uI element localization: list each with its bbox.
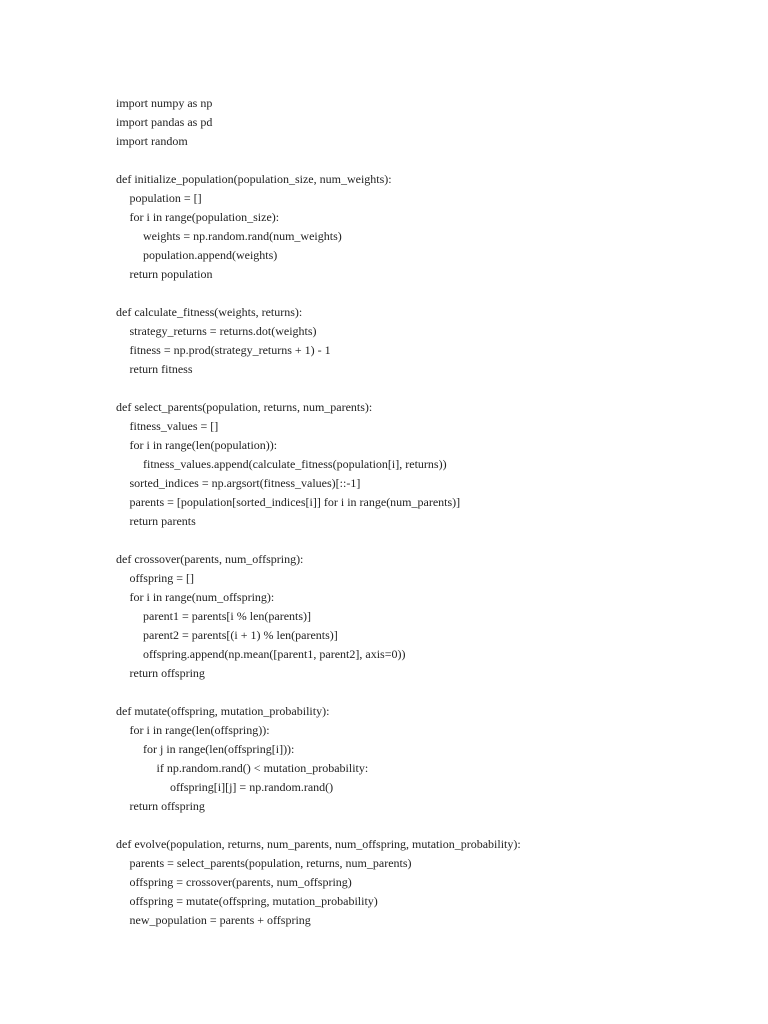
code-line: return offspring (129, 799, 205, 813)
code-line: for i in range(num_offspring): (129, 590, 275, 604)
code-line: offspring = crossover(parents, num_offspring) (129, 875, 352, 889)
code-line: weights = np.random.rand(num_weights) (143, 229, 342, 243)
code-line: fitness = np.prod(strategy_returns + 1) - 1 (129, 343, 331, 357)
code-line: strategy_returns = returns.dot(weights) (129, 324, 317, 338)
blank-line (116, 531, 736, 550)
blank-line (116, 151, 736, 170)
code-line: def calculate_fitness(weights, returns): (116, 305, 303, 319)
code-line: import pandas as pd (116, 115, 213, 129)
code-line: if np.random.rand() < mutation_probability: (156, 761, 369, 775)
code-line: def initialize_population(population_size, num_weights): (116, 172, 392, 186)
blank-line (116, 284, 736, 303)
code-line: return offspring (129, 666, 205, 680)
code-line: return parents (129, 514, 196, 528)
code-line: parents = select_parents(population, returns, num_parents) (129, 856, 412, 870)
code-line: fitness_values.append(calculate_fitness(population[i], returns)) (143, 457, 447, 471)
code-line: population = [] (129, 191, 202, 205)
code-line: def mutate(offspring, mutation_probability): (116, 704, 330, 718)
code-line: parent1 = parents[i % len(parents)] (143, 609, 312, 623)
code-line: return population (129, 267, 213, 281)
blank-line (116, 683, 736, 702)
code-line: import numpy as np (116, 96, 213, 110)
code-line: offspring = mutate(offspring, mutation_probability) (129, 894, 378, 908)
code-line: offspring[i][j] = np.random.rand() (170, 780, 334, 794)
blank-line (116, 816, 736, 835)
code-line: import random (116, 134, 188, 148)
code-line: population.append(weights) (143, 248, 278, 262)
code-line: return fitness (129, 362, 193, 376)
code-block (116, 94, 736, 930)
code-line: for i in range(len(offspring)): (129, 723, 270, 737)
code-line: fitness_values = [] (129, 419, 219, 433)
code-line: def evolve(population, returns, num_parents, num_offspring, mutation_probability): (116, 837, 521, 851)
code-line: parents = [population[sorted_indices[i]] for i in range(num_parents)] (129, 495, 461, 509)
code-line: sorted_indices = np.argsort(fitness_values)[::-1] (129, 476, 361, 490)
code-line: offspring = [] (129, 571, 195, 585)
blank-line (116, 379, 736, 398)
code-line: def crossover(parents, num_offspring): (116, 552, 304, 566)
code-line: new_population = parents + offspring (129, 913, 311, 927)
code-line: def select_parents(population, returns, num_parents): (116, 400, 373, 414)
code-line: for i in range(population_size): (129, 210, 280, 224)
code-line: parent2 = parents[(i + 1) % len(parents)] (143, 628, 338, 642)
code-line: for i in range(len(population)): (129, 438, 278, 452)
code-line: offspring.append(np.mean([parent1, parent2], axis=0)) (143, 647, 406, 661)
code-line: for j in range(len(offspring[i])): (143, 742, 295, 756)
